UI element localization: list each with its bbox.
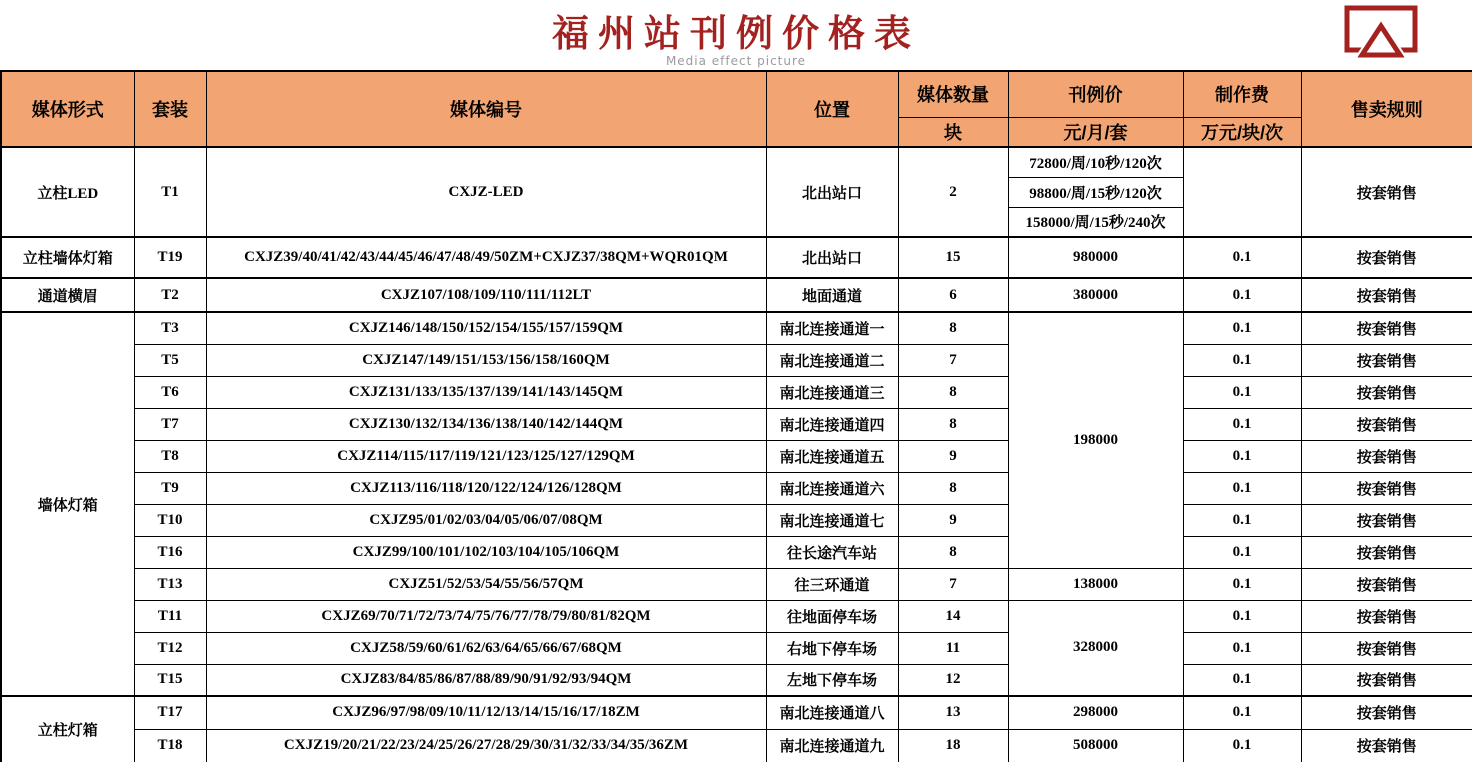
- cell-fee: 0.1: [1183, 729, 1301, 762]
- cell-qty: 13: [898, 696, 1008, 729]
- cell-fee: 0.1: [1183, 664, 1301, 696]
- table-row: [1, 664, 1472, 696]
- cell-location: 北出站口: [766, 147, 898, 237]
- cell-fee: 0.1: [1183, 472, 1301, 504]
- cell-package: T6: [134, 376, 206, 408]
- cell-package: T11: [134, 600, 206, 632]
- cell-location: 地面通道: [766, 278, 898, 312]
- cell-media-form: 通道横眉: [1, 278, 134, 312]
- cell-location: 往地面停车场: [766, 600, 898, 632]
- cell-media-no: CXJZ-LED: [206, 147, 766, 237]
- page-header: [0, 0, 1472, 70]
- cell-package: T15: [134, 664, 206, 696]
- cell-fee: 0.1: [1183, 344, 1301, 376]
- cell-fee: 0.1: [1183, 440, 1301, 472]
- table-row: [1, 472, 1472, 504]
- cell-location: 南北连接通道一: [766, 312, 898, 344]
- cell-location: 往三环通道: [766, 568, 898, 600]
- col-header-price-unit: 元/月/套: [1008, 117, 1183, 147]
- cell-fee: 0.1: [1183, 278, 1301, 312]
- cell-price: 138000: [1008, 568, 1183, 600]
- cell-qty: 7: [898, 568, 1008, 600]
- col-header-media-no: 媒体编号: [206, 71, 766, 147]
- cell-qty: 8: [898, 472, 1008, 504]
- col-header-location: 位置: [766, 71, 898, 147]
- cell-rule: 按套销售: [1301, 147, 1472, 237]
- cell-package: T5: [134, 344, 206, 376]
- cell-qty: 8: [898, 536, 1008, 568]
- cell-rule: 按套销售: [1301, 504, 1472, 536]
- cell-location: 南北连接通道五: [766, 440, 898, 472]
- cell-qty: 8: [898, 312, 1008, 344]
- cell-media-no: CXJZ19/20/21/22/23/24/25/26/27/28/29/30/31/32/33/34/35/36ZM: [206, 729, 766, 762]
- page-title: 福州站刊例价格表: [552, 14, 920, 55]
- cell-package: T18: [134, 729, 206, 762]
- col-header-qty-unit: 块: [898, 117, 1008, 147]
- cell-rule: 按套销售: [1301, 472, 1472, 504]
- cell-location: 北出站口: [766, 237, 898, 278]
- col-header-fee-unit: 万元/块/次: [1183, 117, 1301, 147]
- cell-location: 南北连接通道三: [766, 376, 898, 408]
- table-row: [1, 278, 1472, 312]
- cell-location: 左地下停车场: [766, 664, 898, 696]
- cell-rule: 按套销售: [1301, 729, 1472, 762]
- cell-rule: 按套销售: [1301, 376, 1472, 408]
- cell-package: T12: [134, 632, 206, 664]
- cell-location: 南北连接通道二: [766, 344, 898, 376]
- cell-price: 72800/周/10秒/120次: [1008, 147, 1183, 177]
- table-row: [1, 600, 1472, 632]
- cell-rule: 按套销售: [1301, 568, 1472, 600]
- table-row: [1, 729, 1472, 762]
- cell-location: 右地下停车场: [766, 632, 898, 664]
- page-subtitle: Media effect picture: [665, 54, 807, 68]
- cell-qty: 12: [898, 664, 1008, 696]
- cell-package: T7: [134, 408, 206, 440]
- cell-package: T8: [134, 440, 206, 472]
- col-header-qty: 媒体数量: [898, 71, 1008, 117]
- cell-media-no: CXJZ39/40/41/42/43/44/45/46/47/48/49/50ZM+CXJZ37/38QM+WQR01QM: [206, 237, 766, 278]
- cell-fee: 0.1: [1183, 536, 1301, 568]
- cell-location: 南北连接通道四: [766, 408, 898, 440]
- cell-fee: [1183, 147, 1301, 237]
- table-row: [1, 237, 1472, 278]
- price-table: [0, 70, 1472, 762]
- cell-rule: 按套销售: [1301, 632, 1472, 664]
- cell-qty: 2: [898, 147, 1008, 237]
- cell-location: 南北连接通道七: [766, 504, 898, 536]
- cell-fee: 0.1: [1183, 237, 1301, 278]
- cell-price: 380000: [1008, 278, 1183, 312]
- cell-media-no: CXJZ131/133/135/137/139/141/143/145QM: [206, 376, 766, 408]
- cell-rule: 按套销售: [1301, 344, 1472, 376]
- cell-package: T1: [134, 147, 206, 237]
- table-row: [1, 344, 1472, 376]
- cell-media-no: CXJZ130/132/134/136/138/140/142/144QM: [206, 408, 766, 440]
- cell-media-no: CXJZ96/97/98/09/10/11/12/13/14/15/16/17/18ZM: [206, 696, 766, 729]
- cell-package: T13: [134, 568, 206, 600]
- cell-rule: 按套销售: [1301, 696, 1472, 729]
- cell-media-no: CXJZ147/149/151/153/156/158/160QM: [206, 344, 766, 376]
- cell-package: T2: [134, 278, 206, 312]
- table-row: [1, 568, 1472, 600]
- cell-media-no: CXJZ146/148/150/152/154/155/157/159QM: [206, 312, 766, 344]
- cell-fee: 0.1: [1183, 632, 1301, 664]
- cell-media-form: 立柱灯箱: [1, 696, 134, 762]
- cell-qty: 11: [898, 632, 1008, 664]
- cell-package: T16: [134, 536, 206, 568]
- cell-qty: 9: [898, 440, 1008, 472]
- cell-qty: 15: [898, 237, 1008, 278]
- table-row: [1, 147, 1472, 177]
- table-row: [1, 408, 1472, 440]
- col-header-media-form: 媒体形式: [1, 71, 134, 147]
- table-row: [1, 312, 1472, 344]
- cell-qty: 8: [898, 408, 1008, 440]
- cell-qty: 18: [898, 729, 1008, 762]
- cell-price: 298000: [1008, 696, 1183, 729]
- cell-rule: 按套销售: [1301, 600, 1472, 632]
- cell-price: 508000: [1008, 729, 1183, 762]
- table-row: [1, 440, 1472, 472]
- cell-media-form: 立柱墙体灯箱: [1, 237, 134, 278]
- header-row-1: [1, 71, 1472, 117]
- table-row: [1, 376, 1472, 408]
- cell-qty: 9: [898, 504, 1008, 536]
- table-row: [1, 696, 1472, 729]
- table-row: [1, 536, 1472, 568]
- cell-media-no: CXJZ99/100/101/102/103/104/105/106QM: [206, 536, 766, 568]
- cell-fee: 0.1: [1183, 600, 1301, 632]
- cell-package: T10: [134, 504, 206, 536]
- cell-price: 158000/周/15秒/240次: [1008, 207, 1183, 237]
- cell-location: 南北连接通道六: [766, 472, 898, 504]
- table-row: [1, 504, 1472, 536]
- cell-media-no: CXJZ58/59/60/61/62/63/64/65/66/67/68QM: [206, 632, 766, 664]
- cell-qty: 8: [898, 376, 1008, 408]
- screen-share-icon: [1342, 4, 1420, 62]
- cell-price: 328000: [1008, 600, 1183, 696]
- cell-fee: 0.1: [1183, 504, 1301, 536]
- cell-fee: 0.1: [1183, 408, 1301, 440]
- cell-package: T3: [134, 312, 206, 344]
- cell-media-no: CXJZ114/115/117/119/121/123/125/127/129QM: [206, 440, 766, 472]
- cell-fee: 0.1: [1183, 696, 1301, 729]
- cell-rule: 按套销售: [1301, 237, 1472, 278]
- table-header: [1, 71, 1472, 147]
- cell-price: 198000: [1008, 312, 1183, 568]
- cell-qty: 14: [898, 600, 1008, 632]
- cell-location: 南北连接通道九: [766, 729, 898, 762]
- cell-rule: 按套销售: [1301, 312, 1472, 344]
- cell-fee: 0.1: [1183, 312, 1301, 344]
- cell-media-no: CXJZ69/70/71/72/73/74/75/76/77/78/79/80/81/82QM: [206, 600, 766, 632]
- cell-media-form: 墙体灯箱: [1, 312, 134, 696]
- cell-fee: 0.1: [1183, 376, 1301, 408]
- col-header-fee: 制作费: [1183, 71, 1301, 117]
- cell-package: T9: [134, 472, 206, 504]
- cell-rule: 按套销售: [1301, 278, 1472, 312]
- cell-media-no: CXJZ83/84/85/86/87/88/89/90/91/92/93/94QM: [206, 664, 766, 696]
- col-header-sales-rule: 售卖规则: [1301, 71, 1472, 147]
- cell-price: 980000: [1008, 237, 1183, 278]
- col-header-package: 套装: [134, 71, 206, 147]
- cell-rule: 按套销售: [1301, 536, 1472, 568]
- table-row: [1, 632, 1472, 664]
- cell-media-no: CXJZ107/108/109/110/111/112LT: [206, 278, 766, 312]
- cell-location: 往长途汽车站: [766, 536, 898, 568]
- cell-qty: 7: [898, 344, 1008, 376]
- cell-package: T19: [134, 237, 206, 278]
- cell-rule: 按套销售: [1301, 664, 1472, 696]
- cell-qty: 6: [898, 278, 1008, 312]
- cell-location: 南北连接通道八: [766, 696, 898, 729]
- cell-price: 98800/周/15秒/120次: [1008, 177, 1183, 207]
- cell-fee: 0.1: [1183, 568, 1301, 600]
- cell-media-no: CXJZ95/01/02/03/04/05/06/07/08QM: [206, 504, 766, 536]
- cell-media-form: 立柱LED: [1, 147, 134, 237]
- cell-package: T17: [134, 696, 206, 729]
- cell-media-no: CXJZ51/52/53/54/55/56/57QM: [206, 568, 766, 600]
- cell-media-no: CXJZ113/116/118/120/122/124/126/128QM: [206, 472, 766, 504]
- col-header-price: 刊例价: [1008, 71, 1183, 117]
- cell-rule: 按套销售: [1301, 440, 1472, 472]
- cell-rule: 按套销售: [1301, 408, 1472, 440]
